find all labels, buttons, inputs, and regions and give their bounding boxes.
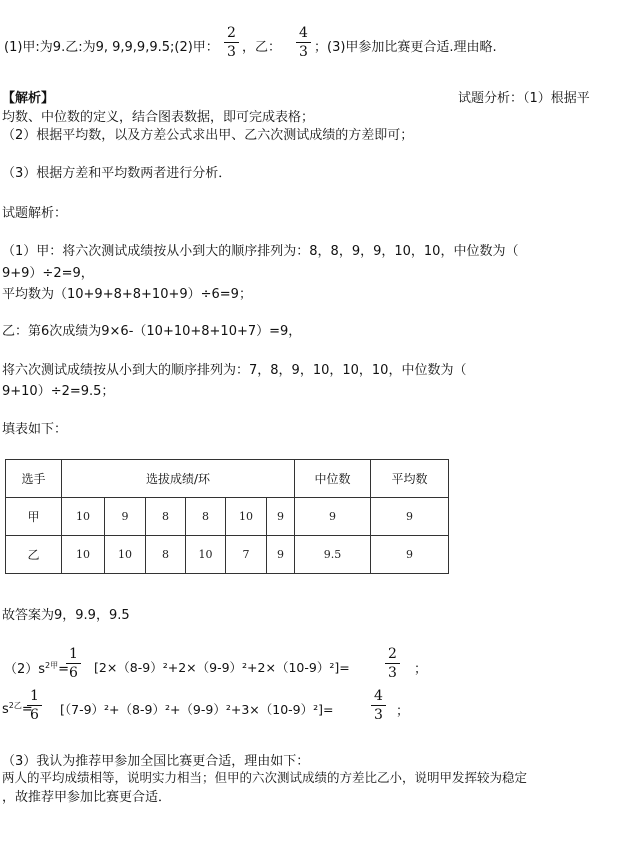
header-mean: 平均数 bbox=[371, 460, 449, 498]
solution-p2: 乙：第6次成绩为9×6-（10+10+8+10+7）=9， bbox=[2, 324, 302, 339]
variance-yi-sup: 2乙 bbox=[8, 701, 22, 710]
variance-jia-label bbox=[4, 658, 69, 677]
fraction-yi-denominator: 3 bbox=[299, 44, 308, 60]
conclusion-line3: ，故推荐甲参加比赛更合适． bbox=[2, 790, 172, 805]
jiexi-line4: （3）根据方差和平均数两者进行分析． bbox=[2, 166, 232, 181]
variance-yi-end: ； bbox=[396, 704, 410, 719]
row-yi-median: 9.5 bbox=[295, 536, 371, 574]
scores-table bbox=[5, 459, 449, 574]
variance-jia-prefix: （2）s bbox=[4, 662, 46, 677]
coef-denominator: 6 bbox=[30, 707, 39, 723]
solution-p1-line1: （1）甲：将六次测试成绩按从小到大的顺序排列为：8，8，9，9，10，10，中位数为（ bbox=[2, 244, 519, 259]
variance-yi-result bbox=[371, 689, 386, 722]
fraction-yi bbox=[296, 26, 311, 59]
table-row bbox=[6, 536, 449, 574]
row-yi-mean: 9 bbox=[371, 536, 449, 574]
fraction-jia-denominator: 3 bbox=[227, 44, 236, 60]
variance-jia-sup: 2甲 bbox=[45, 661, 59, 670]
variance-jia-result-den: 3 bbox=[388, 665, 397, 681]
header-median: 中位数 bbox=[295, 460, 371, 498]
coef-numerator: 1 bbox=[69, 646, 78, 662]
score-cell: 8 bbox=[146, 536, 186, 574]
row-jia-name: 甲 bbox=[6, 498, 62, 536]
score-cell: 9 bbox=[267, 536, 295, 574]
row-jia-mean: 9 bbox=[371, 498, 449, 536]
score-cell: 10 bbox=[105, 536, 146, 574]
jiexi-title: 【解析】 bbox=[2, 91, 55, 106]
variance-jia-end: ； bbox=[414, 662, 428, 677]
score-cell: 8 bbox=[186, 498, 226, 536]
variance-jia-result-num: 2 bbox=[388, 646, 397, 662]
score-cell: 9 bbox=[105, 498, 146, 536]
variance-jia-eq: = bbox=[58, 662, 70, 677]
variance-jia-result bbox=[385, 647, 400, 680]
answer-part3: ；(3)甲参加比赛更合适.理由略. bbox=[314, 40, 497, 55]
fraction-jia-numerator: 2 bbox=[227, 25, 236, 41]
table-row bbox=[6, 498, 449, 536]
row-yi-name: 乙 bbox=[6, 536, 62, 574]
variance-yi-expr: [（7-9）²+（8-9）²+（9-9）²+3×（10-9）²]= bbox=[60, 702, 334, 717]
score-cell: 8 bbox=[146, 498, 186, 536]
header-player: 选手 bbox=[6, 460, 62, 498]
coef-numerator: 1 bbox=[30, 688, 39, 704]
solution-p1-line2: 9+9）÷2=9， bbox=[2, 266, 94, 281]
jiexi-line2: 均数、中位数的定义，结合图表数据，即可完成表格； bbox=[2, 110, 315, 125]
fraction-yi-numerator: 4 bbox=[299, 25, 308, 41]
score-cell: 10 bbox=[186, 536, 226, 574]
coef-denominator: 6 bbox=[69, 665, 78, 681]
answer-sep-yi: ，乙： bbox=[242, 40, 282, 55]
variance-yi-eq: = bbox=[21, 702, 33, 717]
coef-fraction-jia bbox=[66, 647, 81, 680]
row-jia-median: 9 bbox=[295, 498, 371, 536]
fraction-jia bbox=[224, 26, 239, 59]
table-header-row bbox=[6, 460, 449, 498]
solution-p3-line2: 9+10）÷2=9.5； bbox=[2, 384, 115, 399]
answer-is: 故答案为9，9.9，9.5 bbox=[2, 608, 130, 623]
solution-p1-line3: 平均数为（10+9+8+8+10+9）÷6=9； bbox=[2, 287, 252, 302]
fill-table-label: 填表如下： bbox=[2, 422, 68, 437]
conclusion-line1: （3）我认为推荐甲参加全国比赛更合适，理由如下： bbox=[2, 754, 310, 769]
answer-part1: (1)甲:为9.乙:为9, 9,9,9,9.5;(2)甲： bbox=[4, 40, 219, 55]
score-cell: 10 bbox=[226, 498, 267, 536]
solution-title: 试题解析： bbox=[2, 206, 68, 221]
score-cell: 9 bbox=[267, 498, 295, 536]
variance-yi-prefix: s bbox=[2, 702, 9, 717]
score-cell: 7 bbox=[226, 536, 267, 574]
score-cell: 10 bbox=[62, 498, 105, 536]
header-scores: 选拔成绩/环 bbox=[62, 460, 295, 498]
variance-yi-result-num: 4 bbox=[374, 688, 383, 704]
variance-jia-expr: [2×（8-9）²+2×（9-9）²+2×（10-9）²]= bbox=[94, 660, 350, 675]
variance-yi-result-den: 3 bbox=[374, 707, 383, 723]
jiexi-analysis-start: 试题分析：（1）根据平 bbox=[458, 91, 590, 106]
solution-p3-line1: 将六次测试成绩按从小到大的顺序排列为：7，8，9，10，10，10，中位数为（ bbox=[2, 363, 467, 378]
coef-fraction-yi bbox=[27, 689, 42, 722]
jiexi-line3: （2）根据平均数，以及方差公式求出甲、乙六次测试成绩的方差即可； bbox=[2, 128, 414, 143]
conclusion-line2: 两人的平均成绩相等，说明实力相当；但甲的六次测试成绩的方差比乙小，说明甲发挥较为稳定 bbox=[2, 770, 528, 785]
score-cell: 10 bbox=[62, 536, 105, 574]
